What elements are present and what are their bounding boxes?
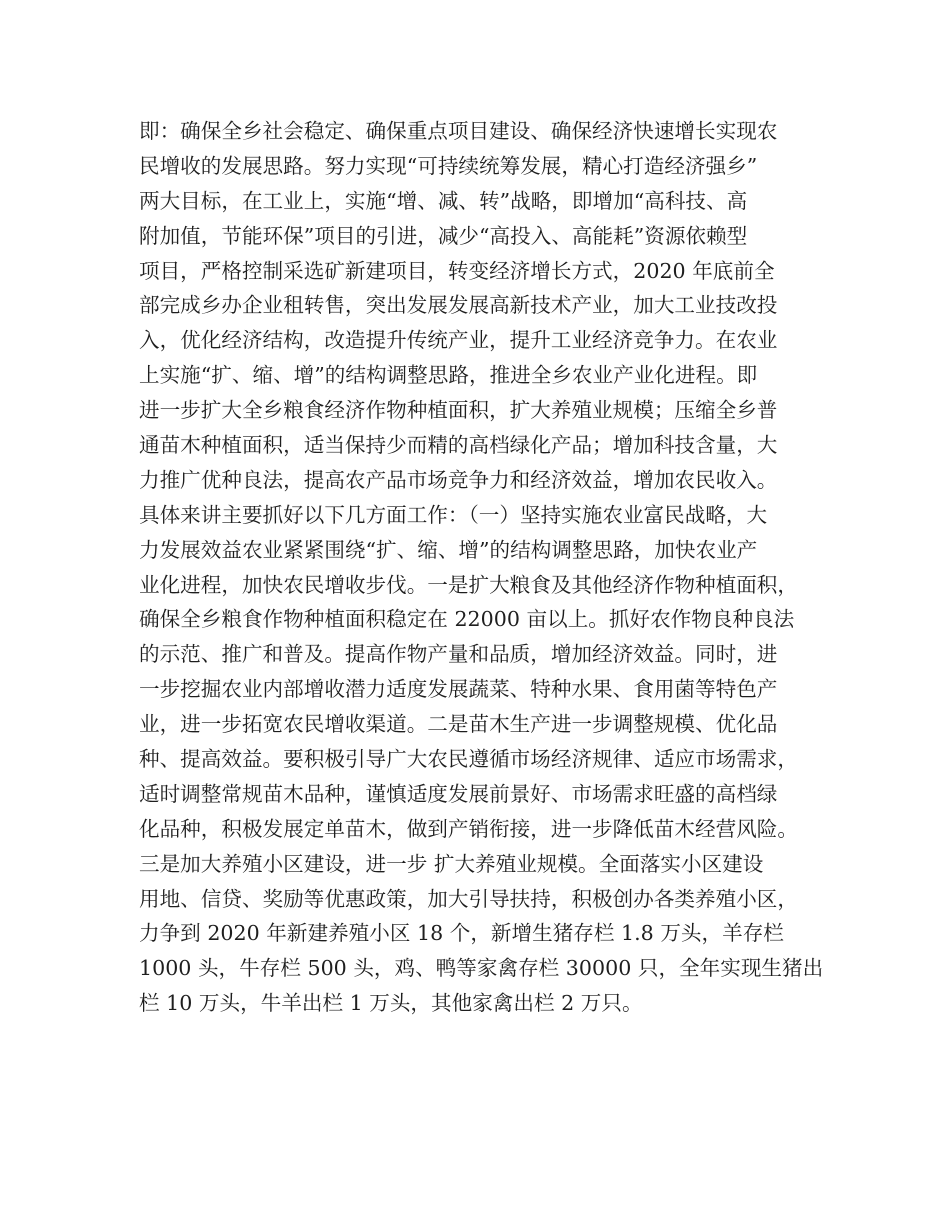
text-line: 一步挖掘农业内部增收潜力适度发展蔬菜、特种水果、食用菌等特色产: [139, 677, 778, 702]
text-line: 通苗木种植面积，适当保持少而精的高档绿化产品；增加科技含量，大: [139, 433, 778, 458]
text-line: 具体来讲主要抓好以下几方面工作：（一）坚持实施农业富民战略，大: [139, 502, 768, 527]
text-line: 项目，严格控制采选矿新建项目，转变经济增长方式，2020 年底前全: [139, 258, 775, 283]
text-line: 三是加大养殖小区建设，进一步 扩大养殖业规模。全面落实小区建设: [139, 851, 764, 876]
body-paragraph: [139, 114, 829, 1021]
text-line: 附加值，节能环保”项目的引进，减少“高投入、高能耗”资源依赖型: [139, 223, 748, 248]
text-line: 种、提高效益。要积极引导广大农民遵循市场经济规律、适应市场需求，: [139, 747, 798, 772]
text-line: 入，优化经济结构，改造提升传统产业，提升工业经济竞争力。在农业: [139, 328, 778, 353]
text-line: 业化进程，加快农民增收步伐。一是扩大粮食及其他经济作物种植面积，: [139, 572, 798, 597]
text-line: 即：确保全乡社会稳定、确保重点项目建设、确保经济快速增长实现农: [139, 119, 778, 143]
text-line: 力争到 2020 年新建养殖小区 18 个，新增生猪存栏 1.8 万头，羊存栏: [139, 921, 784, 946]
text-line: 上实施“扩、缩、增”的结构调整思路，推进全乡农业产业化进程。即: [139, 363, 758, 388]
text-line: 业，进一步拓宽农民增收渠道。二是苗木生产进一步调整规模、优化品: [139, 712, 778, 737]
text-line: 栏 10 万头，牛羊出栏 1 万头，其他家禽出栏 2 万只。: [139, 991, 643, 1016]
text-line: 部完成乡办企业租转售，突出发展发展高新技术产业，加大工业技改投: [139, 293, 778, 318]
text-line: 力推广优种良法，提高农产品市场竞争力和经济效益，增加农民收入。: [139, 467, 778, 492]
text-line: 民增收的发展思路。努力实现“可持续统筹发展，精心打造经济强乡”: [139, 153, 758, 178]
text-line: 力发展效益农业紧紧围绕“扩、缩、增”的结构调整思路，加快农业产: [139, 537, 758, 562]
text-line: 进一步扩大全乡粮食经济作物种植面积，扩大养殖业规模；压缩全乡普: [139, 398, 778, 423]
text-line: 适时调整常规苗木品种，谨慎适度发展前景好、市场需求旺盛的高档绿: [139, 781, 778, 806]
text-line: 化品种，积极发展定单苗木，做到产销衔接，进一步降低苗木经营风险。: [139, 816, 798, 841]
text-line: 的示范、推广和普及。提高作物产量和品质，增加经济效益。同时，进: [139, 642, 778, 667]
text-line: 用地、信贷、奖励等优惠政策，加大引导扶持，积极创办各类养殖小区，: [139, 886, 798, 911]
text-line: 1000 头，牛存栏 500 头，鸡、鸭等家禽存栏 30000 只，全年实现生猪出: [139, 956, 824, 981]
text-line: 两大目标，在工业上，实施“增、减、转”战略，即增加“高科技、高: [139, 188, 748, 213]
text-line: 确保全乡粮食作物种植面积稳定在 22000 亩以上。抓好农作物良种良法: [139, 607, 795, 632]
